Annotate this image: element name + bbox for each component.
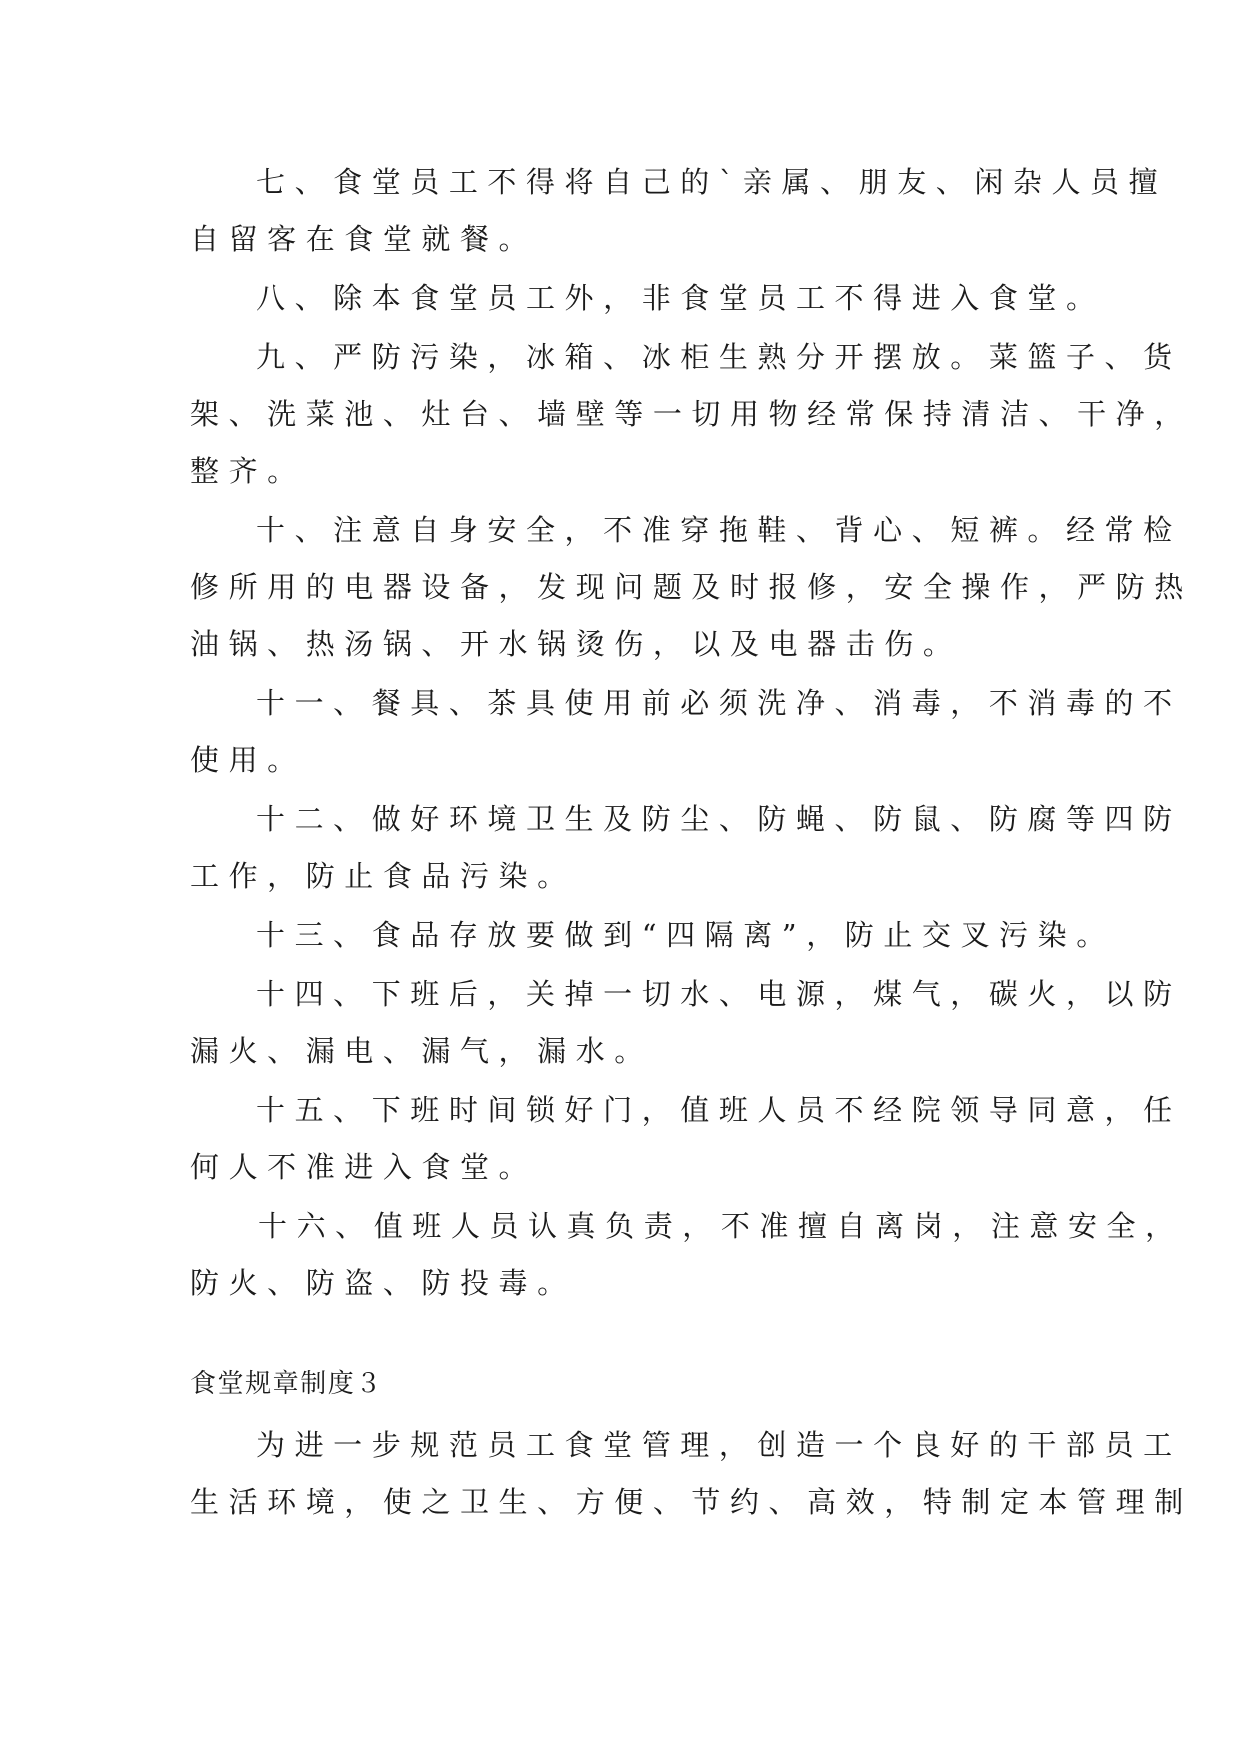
item-15-line-1: 十五、下班时间锁好门，值班人员不经院领导同意，任	[256, 1093, 1182, 1127]
item-8-line-1: 八、除本食堂员工外，非食堂员工不得进入食堂。	[256, 281, 1105, 315]
item-11-line-1: 十一、餐具、茶具使用前必须洗净、消毒，不消毒的不	[256, 686, 1182, 720]
item-9-line-1: 九、严防污染，冰箱、冰柜生熟分开摆放。菜篮子、货	[256, 340, 1182, 374]
item-11-line-2: 使用。	[190, 743, 306, 777]
item-14-line-2: 漏火、漏电、漏气，漏水。	[190, 1034, 653, 1068]
item-10-line-1: 十、注意自身安全，不准穿拖鞋、背心、短裤。经常检	[256, 513, 1182, 547]
intro-line-2: 生活环境，使之卫生、方便、节约、高效，特制定本管理制	[190, 1485, 1193, 1519]
item-12-line-1: 十二、做好环境卫生及防尘、防蝇、防鼠、防腐等四防	[256, 802, 1182, 836]
item-7-line-1: 七、食堂员工不得将自己的`亲属、朋友、闲杂人员擅	[256, 165, 1168, 199]
item-15-line-2: 何人不准进入食堂。	[190, 1150, 538, 1184]
item-16-line-1: 十六、值班人员认真负责，不准擅自离岗，注意安全，	[258, 1209, 1184, 1243]
item-12-line-2: 工作，防止食品污染。	[190, 859, 576, 893]
section-heading: 食堂规章制度３	[190, 1369, 383, 1399]
item-16-line-2: 防火、防盗、防投毒。	[190, 1266, 576, 1300]
item-10-line-3: 油锅、热汤锅、开水锅烫伤，以及电器击伤。	[190, 627, 962, 661]
item-9-line-2: 架、洗菜池、灶台、墙壁等一切用物经常保持清洁、干净，	[190, 397, 1193, 431]
item-13-line-1: 十三、食品存放要做到“四隔离”，防止交叉污染。	[256, 918, 1115, 952]
item-14-line-1: 十四、下班后，关掉一切水、电源，煤气，碳火，以防	[256, 977, 1182, 1011]
item-9-line-3: 整齐。	[190, 454, 306, 488]
item-10-line-2: 修所用的电器设备，发现问题及时报修，安全操作，严防热	[190, 570, 1193, 604]
intro-line-1: 为进一步规范员工食堂管理，创造一个良好的干部员工	[256, 1428, 1182, 1462]
item-7-line-2: 自留客在食堂就餐。	[190, 222, 538, 256]
